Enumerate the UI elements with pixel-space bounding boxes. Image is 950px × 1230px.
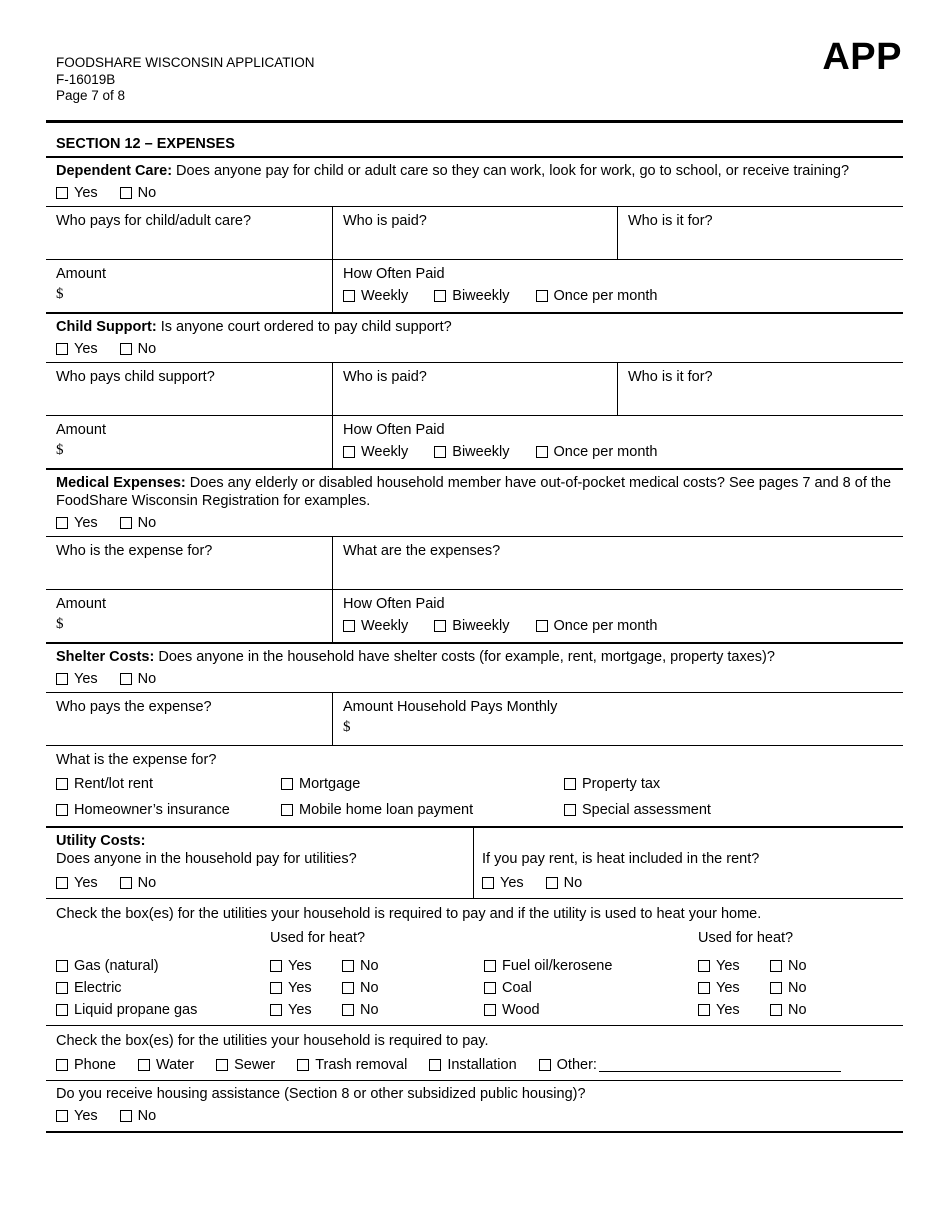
checkbox-icon — [56, 517, 68, 529]
checkbox-icon — [120, 517, 132, 529]
biweekly-checkbox[interactable] — [434, 616, 509, 636]
utility-left-1-heat-no[interactable] — [342, 979, 462, 997]
option-label: No — [788, 980, 807, 996]
field-label: Amount Household Pays Monthly — [343, 699, 558, 715]
checkbox-icon — [484, 960, 496, 972]
utility-right-2-heat-no[interactable] — [770, 1001, 848, 1019]
section-title: SECTION 12 – EXPENSES — [46, 136, 903, 158]
monthly-checkbox[interactable] — [536, 616, 658, 636]
checkbox-icon — [698, 1004, 710, 1016]
option-label: Electric — [74, 980, 122, 996]
checkbox-icon — [56, 1059, 68, 1071]
option-label: Yes — [288, 1002, 312, 1018]
field-label: Who pays child support? — [56, 369, 215, 385]
used-for-heat-header: Used for heat? — [270, 930, 366, 946]
checkbox-icon — [482, 877, 494, 889]
monthly-checkbox[interactable] — [536, 442, 658, 462]
checkbox-icon — [281, 804, 293, 816]
field-label: How Often Paid — [343, 422, 445, 438]
checkbox-icon — [120, 1110, 132, 1122]
monthly-label: Once per month — [553, 618, 658, 634]
field-label: Who pays for child/adult care? — [56, 213, 252, 229]
option-label: Other: — [556, 1057, 597, 1073]
checkbox-icon — [56, 804, 68, 816]
checkbox-icon — [770, 982, 782, 994]
form-number: F-16019B — [56, 71, 116, 87]
option-label: Yes — [288, 958, 312, 974]
dollar-sign: $ — [343, 719, 351, 735]
option-label: Sewer — [234, 1057, 276, 1073]
medical-amount-field[interactable] — [46, 590, 332, 642]
no-label: No — [137, 1108, 157, 1124]
field-label: Amount — [56, 596, 106, 612]
utility-right-0-heat-yes[interactable] — [698, 957, 748, 975]
utility-no-checkbox[interactable] — [120, 874, 157, 892]
dollar-sign: $ — [56, 616, 64, 632]
checkbox-icon — [434, 290, 446, 302]
option-label: Wood — [502, 1002, 540, 1018]
checkbox-icon — [342, 960, 354, 972]
child-support-amount-field[interactable] — [46, 416, 332, 468]
used-for-heat-header: Used for heat? — [698, 930, 794, 946]
option-label: Mortgage — [299, 776, 361, 792]
shelter-expense-for — [46, 746, 903, 826]
no-label: No — [137, 875, 157, 891]
form-header — [56, 55, 315, 105]
dependent-care-who-paid-field[interactable] — [332, 207, 617, 259]
yes-label: Yes — [74, 185, 98, 201]
rent-heat-question — [474, 828, 903, 898]
field-label: What is the expense for? — [56, 752, 217, 768]
utility-left-2-heat-yes[interactable] — [270, 1001, 320, 1019]
option-label: Homeowner’s insurance — [74, 802, 230, 818]
medical-yes-checkbox[interactable] — [56, 514, 98, 532]
dependent-care-question — [46, 158, 903, 206]
medical-frequency — [332, 590, 903, 642]
checkbox-icon — [770, 960, 782, 972]
expenses-form — [46, 136, 903, 1133]
weekly-checkbox[interactable] — [343, 442, 408, 462]
option-label: Special assessment — [582, 802, 711, 818]
biweekly-checkbox[interactable] — [434, 442, 509, 462]
utility-left-0-heat-yes[interactable] — [270, 957, 320, 975]
checkbox-icon — [429, 1059, 441, 1071]
property-tax-checkbox[interactable] — [564, 774, 742, 794]
option-label: Trash removal — [315, 1057, 408, 1073]
shelter-amount-field[interactable] — [332, 693, 903, 745]
rent-heat-no-checkbox[interactable] — [546, 874, 583, 892]
checkbox-icon — [56, 982, 68, 994]
option-label: Property tax — [582, 776, 661, 792]
mortgage-checkbox[interactable] — [281, 774, 542, 794]
checkbox-icon — [56, 778, 68, 790]
option-label: Phone — [74, 1057, 116, 1073]
form-title: FOODSHARE WISCONSIN APPLICATION — [56, 55, 315, 70]
checkbox-icon — [342, 982, 354, 994]
checkbox-icon — [564, 778, 576, 790]
shelter-who-pays-field[interactable] — [46, 693, 332, 745]
housing-no-checkbox[interactable] — [120, 1107, 157, 1125]
checkbox-icon — [56, 877, 68, 889]
field-label: Who is it for? — [628, 369, 713, 385]
utility-left-1-heat-yes[interactable] — [270, 979, 320, 997]
checkbox-icon — [484, 1004, 496, 1016]
shelter-yes-checkbox[interactable] — [56, 670, 98, 688]
checkbox-icon — [56, 343, 68, 355]
child-support-text: Is anyone court ordered to pay child support? — [156, 319, 452, 335]
option-label: Mobile home loan payment — [299, 802, 474, 818]
option-label: Yes — [716, 980, 740, 996]
header-divider — [46, 120, 903, 123]
child-support-who-for-field[interactable] — [617, 363, 903, 415]
biweekly-label: Biweekly — [452, 444, 510, 460]
checkbox-icon — [434, 620, 446, 632]
shelter-label: Shelter Costs: — [56, 649, 155, 665]
biweekly-label: Biweekly — [452, 618, 510, 634]
dollar-sign: $ — [56, 286, 64, 302]
checkbox-icon — [56, 960, 68, 972]
utility-yes-checkbox[interactable] — [56, 874, 98, 892]
dependent-care-label: Dependent Care: — [56, 163, 173, 179]
housing-assistance-question — [46, 1080, 903, 1133]
checkbox-icon — [546, 877, 558, 889]
checkbox-icon — [536, 290, 548, 302]
checkbox-icon — [270, 1004, 282, 1016]
pay-utility-1-checkbox[interactable] — [138, 1056, 194, 1074]
dependent-care-amount-field[interactable] — [46, 260, 332, 312]
child-support-who-pays-field[interactable] — [46, 363, 332, 415]
biweekly-label: Biweekly — [452, 288, 510, 304]
yes-label: Yes — [74, 671, 98, 687]
checkbox-icon — [698, 982, 710, 994]
page-number: Page 7 of 8 — [56, 88, 126, 103]
field-label: Who is the expense for? — [56, 543, 213, 559]
checkbox-icon — [270, 960, 282, 972]
option-label: Rent/lot rent — [74, 776, 153, 792]
pay-utility-5-checkbox[interactable] — [539, 1056, 597, 1074]
mobile-home-loan-checkbox[interactable] — [281, 800, 542, 820]
heat-instructions: Check the box(es) for the utilities your household is required to pay and if the utility is used to heat your home. — [56, 906, 762, 922]
field-label: Who is paid? — [343, 369, 427, 385]
option-label: No — [360, 958, 379, 974]
child-support-who-paid-field[interactable] — [332, 363, 617, 415]
weekly-label: Weekly — [361, 618, 409, 634]
checkbox-icon — [343, 290, 355, 302]
field-label: Amount — [56, 266, 106, 282]
checkbox-icon — [564, 804, 576, 816]
checkbox-icon — [343, 620, 355, 632]
checkbox-icon — [120, 877, 132, 889]
no-label: No — [563, 875, 583, 891]
utility-left-0-heat-no[interactable] — [342, 957, 462, 975]
dependent-care-who-pays-field[interactable] — [46, 207, 332, 259]
shelter-question — [46, 642, 903, 692]
child-support-label: Child Support: — [56, 319, 157, 335]
utility-left-1-checkbox[interactable] — [56, 979, 248, 997]
housing-text: Do you receive housing assistance (Section 8 or other subsidized public housing)? — [56, 1086, 586, 1102]
checkbox-icon — [536, 446, 548, 458]
medical-who-for-field[interactable] — [46, 537, 332, 589]
utility-right-2-checkbox[interactable] — [484, 1001, 676, 1019]
dependent-care-yes-checkbox[interactable] — [56, 184, 98, 202]
utility-right-1-heat-no[interactable] — [770, 979, 848, 997]
homeowners-insurance-checkbox[interactable] — [56, 800, 259, 820]
medical-what-field[interactable] — [332, 537, 903, 589]
checkbox-icon — [536, 620, 548, 632]
pay-utility-3-checkbox[interactable] — [297, 1056, 407, 1074]
child-support-yes-checkbox[interactable] — [56, 340, 98, 358]
utility-question — [46, 828, 474, 898]
shelter-no-checkbox[interactable] — [120, 670, 157, 688]
rent-heat-text: If you pay rent, is heat included in the rent? — [482, 851, 760, 867]
option-label: Yes — [288, 980, 312, 996]
utility-left-2-heat-no[interactable] — [342, 1001, 462, 1019]
medical-label: Medical Expenses: — [56, 475, 186, 491]
child-support-frequency — [332, 416, 903, 468]
checkbox-icon — [270, 982, 282, 994]
utility-right-0-heat-no[interactable] — [770, 957, 848, 975]
medical-text: Does any elderly or disabled household member have out-of-pocket medical costs? See pages 7 and 8 of the FoodShare Wisconsin Registration for examples. — [56, 475, 892, 509]
no-label: No — [137, 341, 157, 357]
checkbox-icon — [56, 673, 68, 685]
field-label: What are the expenses? — [343, 543, 501, 559]
dependent-care-no-checkbox[interactable] — [120, 184, 157, 202]
checkbox-icon — [216, 1059, 228, 1071]
medical-question — [46, 468, 903, 536]
required-utilities — [46, 1025, 903, 1080]
utility-left-2-checkbox[interactable] — [56, 1001, 248, 1019]
field-label: Amount — [56, 422, 106, 438]
child-support-no-checkbox[interactable] — [120, 340, 157, 358]
utility-right-0-checkbox[interactable] — [484, 957, 676, 975]
heat-utilities — [46, 898, 903, 1025]
field-label: Who is paid? — [343, 213, 427, 229]
option-label: Installation — [447, 1057, 517, 1073]
utility-label: Utility Costs: — [56, 833, 146, 849]
biweekly-checkbox[interactable] — [434, 286, 509, 306]
checkbox-icon — [138, 1059, 150, 1071]
no-label: No — [137, 515, 157, 531]
field-label: How Often Paid — [343, 266, 445, 282]
no-label: No — [137, 671, 157, 687]
rent-checkbox[interactable] — [56, 774, 259, 794]
yes-label: Yes — [74, 341, 98, 357]
monthly-label: Once per month — [553, 444, 658, 460]
checkbox-icon — [342, 1004, 354, 1016]
yes-label: Yes — [74, 875, 98, 891]
yes-label: Yes — [74, 515, 98, 531]
checkbox-icon — [120, 673, 132, 685]
option-label: Yes — [716, 1002, 740, 1018]
housing-yes-checkbox[interactable] — [56, 1107, 98, 1125]
monthly-label: Once per month — [553, 288, 658, 304]
checkbox-icon — [484, 982, 496, 994]
field-label: Who is it for? — [628, 213, 713, 229]
utility-right-1-checkbox[interactable] — [484, 979, 676, 997]
utility-text: Does anyone in the household pay for utilities? — [56, 851, 357, 867]
checkbox-icon — [281, 778, 293, 790]
checkbox-icon — [120, 187, 132, 199]
checkbox-icon — [434, 446, 446, 458]
utility-left-0-checkbox[interactable] — [56, 957, 248, 975]
option-label: Liquid propane gas — [74, 1002, 198, 1018]
weekly-checkbox[interactable] — [343, 616, 408, 636]
dependent-care-who-for-field[interactable] — [617, 207, 903, 259]
utility-right-1-heat-yes[interactable] — [698, 979, 748, 997]
option-label: Water — [155, 1057, 195, 1073]
shelter-text: Does anyone in the household have shelter costs (for example, rent, mortgage, property taxes)? — [154, 649, 775, 665]
yes-label: Yes — [500, 875, 524, 891]
medical-no-checkbox[interactable] — [120, 514, 157, 532]
checkbox-icon — [770, 1004, 782, 1016]
checkbox-icon — [539, 1059, 551, 1071]
field-label: How Often Paid — [343, 596, 445, 612]
weekly-checkbox[interactable] — [343, 286, 408, 306]
checkbox-icon — [56, 1004, 68, 1016]
dependent-care-frequency — [332, 260, 903, 312]
utility-right-2-heat-yes[interactable] — [698, 1001, 748, 1019]
dependent-care-text: Does anyone pay for child or adult care so they can work, look for work, go to school, or receive training? — [172, 163, 850, 179]
checkbox-icon — [56, 1110, 68, 1122]
checkbox-icon — [56, 187, 68, 199]
option-label: No — [360, 980, 379, 996]
dollar-sign: $ — [56, 442, 64, 458]
weekly-label: Weekly — [361, 444, 409, 460]
no-label: No — [137, 185, 157, 201]
monthly-checkbox[interactable] — [536, 286, 658, 306]
option-label: No — [360, 1002, 379, 1018]
pay-utility-4-checkbox[interactable] — [429, 1056, 516, 1074]
checkbox-icon — [698, 960, 710, 972]
checkbox-icon — [120, 343, 132, 355]
weekly-label: Weekly — [361, 288, 409, 304]
option-label: No — [788, 958, 807, 974]
option-label: Fuel oil/kerosene — [502, 958, 613, 974]
option-label: Gas (natural) — [74, 958, 159, 974]
pay-utility-0-checkbox[interactable] — [56, 1056, 116, 1074]
pay-utility-2-checkbox[interactable] — [216, 1056, 275, 1074]
yes-label: Yes — [74, 1108, 98, 1124]
option-label: Coal — [502, 980, 532, 996]
checkbox-icon — [343, 446, 355, 458]
child-support-question — [46, 312, 903, 362]
option-label: No — [788, 1002, 807, 1018]
rent-heat-yes-checkbox[interactable] — [482, 874, 524, 892]
app-tag: APP — [822, 36, 902, 78]
field-label: Who pays the expense? — [56, 699, 212, 715]
special-assessment-checkbox[interactable] — [564, 800, 742, 820]
checkbox-icon — [297, 1059, 309, 1071]
pay-instructions: Check the box(es) for the utilities your household is required to pay. — [56, 1033, 489, 1049]
option-label: Yes — [716, 958, 740, 974]
other-utility-input[interactable] — [599, 1058, 841, 1072]
